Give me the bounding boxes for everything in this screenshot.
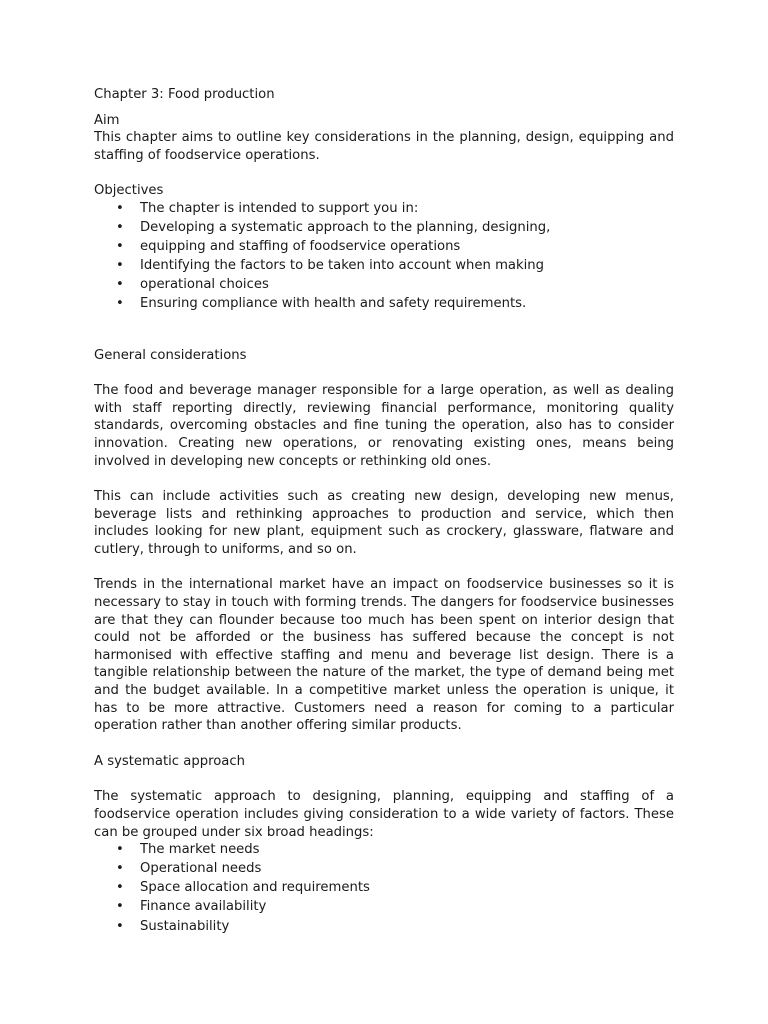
- list-item: [94, 257, 674, 275]
- objectives-list: [94, 200, 674, 313]
- list-item-text: Finance availability: [140, 899, 267, 915]
- list-item-text: Operational needs: [140, 861, 262, 877]
- list-item: [94, 860, 674, 878]
- list-item: [94, 841, 674, 859]
- bullet-icon: •: [116, 258, 124, 274]
- list-item: [94, 219, 674, 237]
- bullet-icon: •: [116, 918, 124, 934]
- general-heading: General considerations: [94, 347, 247, 363]
- bullet-icon: •: [116, 239, 124, 255]
- list-item-text: operational choices: [140, 277, 269, 293]
- bullet-icon: •: [116, 899, 124, 915]
- general-paragraph-1: The food and beverage manager responsible for a large operation, as well as dealing with staff reporting directly, reviewing financial performance, monitoring quality standards, overcoming obstacles and fine tuning the operation, also has to consider innovation. Creating new operations, or renovating existing ones, means being involved in developing new concepts or rethinking old ones.: [94, 383, 674, 469]
- bullet-icon: •: [116, 842, 124, 858]
- general-considerations-section: [94, 347, 674, 735]
- objectives-section: [94, 182, 674, 313]
- list-item: [94, 276, 674, 294]
- bullet-icon: •: [116, 200, 124, 216]
- aim-text: This chapter aims to outline key considerations in the planning, design, equipping and staffing of foodservice operations.: [94, 130, 674, 163]
- objectives-heading: Objectives: [94, 183, 164, 199]
- bullet-icon: •: [116, 220, 124, 236]
- list-item-text: Identifying the factors to be taken into account when making: [140, 258, 545, 274]
- list-item-text: Developing a systematic approach to the planning, designing,: [140, 220, 551, 236]
- list-item: [94, 295, 674, 313]
- list-item: [94, 918, 674, 936]
- list-item: [94, 238, 674, 256]
- list-item-text: Ensuring compliance with health and safety requirements.: [140, 296, 527, 312]
- list-item: [94, 200, 674, 218]
- list-item-text: equipping and staffing of foodservice operations: [140, 239, 461, 255]
- list-item-text: Sustainability: [140, 918, 230, 934]
- list-item-text: Space allocation and requirements: [140, 880, 370, 896]
- bullet-icon: •: [116, 880, 124, 896]
- bullet-icon: •: [116, 277, 124, 293]
- bullet-icon: •: [116, 861, 124, 877]
- list-item: [94, 898, 674, 916]
- document-page: [94, 86, 674, 937]
- aim-heading: Aim: [94, 112, 120, 128]
- systematic-approach-section: [94, 753, 674, 935]
- aim-section: [94, 112, 674, 165]
- systematic-list: [94, 841, 674, 935]
- general-paragraph-3: Trends in the international market have an impact on foodservice businesses so it is necessary to stay in touch with forming trends. The dangers for foodservice businesses are that they can flounder because too much has been spent on interior design that could not be afforded or the business has suffered because the concept is not harmonised with effective staffing and menu and beverage list design. There is a tangible relationship between the nature of the market, the type of demand being met and the budget available. In a competitive market unless the operation is unique, it has to be more attractive. Customers need a reason for coming to a particular operation rather than another offering similar products.: [94, 577, 674, 734]
- list-item-text: The market needs: [140, 842, 260, 858]
- bullet-icon: •: [116, 296, 124, 312]
- systematic-heading: A systematic approach: [94, 753, 245, 769]
- list-item-text: The chapter is intended to support you in:: [140, 200, 419, 216]
- list-item: [94, 879, 674, 897]
- systematic-paragraph: The systematic approach to designing, planning, equipping and staffing of a foodservice operation includes giving consideration to a wide variety of factors. These can be grouped under six broad headings:: [94, 789, 674, 840]
- chapter-title: Chapter 3: Food production: [94, 87, 275, 102]
- general-paragraph-2: This can include activities such as creating new design, developing new menus, beverage lists and rethinking approaches to production and service, which then includes looking for new plant, equipment such as crockery, glassware, flatware and cutlery, through to uniforms, and so on.: [94, 489, 674, 557]
